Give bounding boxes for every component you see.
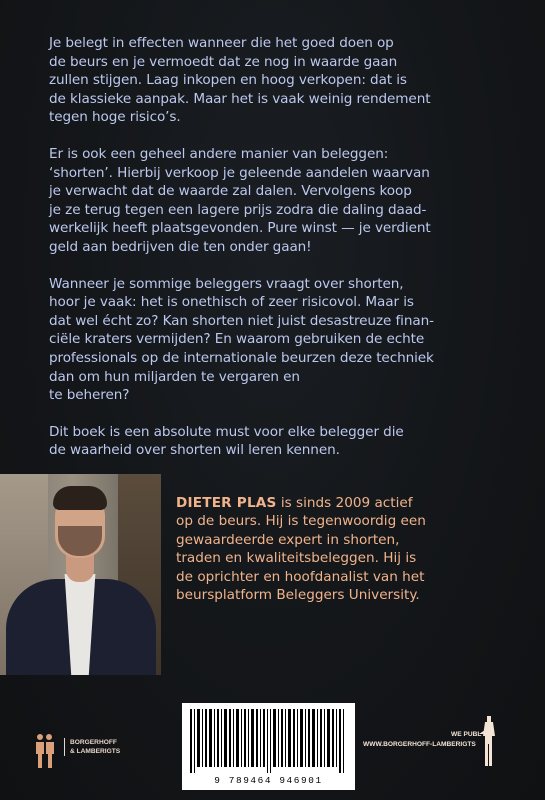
author-name: DIETER PLAS — [176, 495, 277, 511]
blurb-paragraph-1: Je belegt in effecten wanneer die het goed doen op de beurs en je vermoedt dat ze nog in waarde gaan zullen stijgen. Laag inkopen en hoog verkopen: dat is de klassieke aanpak. Maar het is vaak weinig rendement tegen hoge risico’s. — [49, 35, 431, 126]
blurb-paragraph-2: Er is ook een geheel andere manier van beleggen: ‘shorten’. Hierbij verkoop je geleende aandelen waarvan je verwacht dat de waarde zal dalen. Vervolgens koop je ze terug tegen een lagere prijs zodra die daling daad- werkelijk heeft plaatsgevonden. Pure winst — je verdient geld aan bedrijven die ten onder gaan! — [49, 145, 431, 255]
isbn-barcode — [182, 703, 355, 790]
blurb-paragraph-4: Dit boek is een absolute must voor elke belegger die de waarheid over shorten wil leren kennen. — [49, 423, 404, 459]
figure-silhouette-icon — [475, 716, 503, 768]
publisher-logo-icon — [34, 732, 56, 770]
isbn-number: 9 789464 946901 — [214, 775, 323, 786]
barcode-bars — [188, 709, 349, 773]
publisher-name: BORGERHOFF & LAMBERIGTS — [64, 738, 120, 756]
blurb-paragraph-3: Wanneer je sommige beleggers vraagt over shorten, hoor je vaak: het is onethisch of zeer risicovol. Maar is dat wel écht zo? Kan shorten niet juist desastreuze finan- ciële kraters vermijden? En waarom gebruiken de echte professionals op de internationale beurzen deze techniek dan om hun miljarden te vergaren en te beheren? — [49, 275, 434, 404]
author-photo — [0, 474, 161, 675]
author-bio — [176, 494, 526, 604]
blurb-text — [49, 34, 509, 478]
author-bio-text: is sinds 2009 actief op de beurs. Hij is tegenwoordig een gewaardeerde expert in shorten, traden en kwaliteitsbeleggen. Hij is de oprichter en hoofdanalist van het beursplatform Beleggers University. — [176, 495, 426, 604]
publisher-website: WWW.BORGERHOFF-LAMBERIGTS — [363, 741, 476, 748]
web-label: WE PUBL — [451, 731, 482, 738]
